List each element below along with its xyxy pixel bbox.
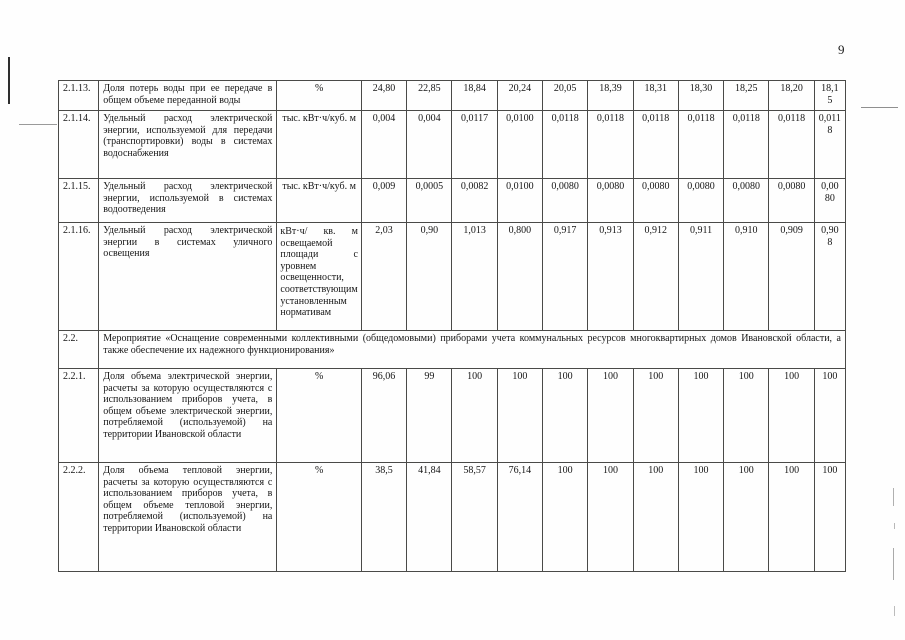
indicator-value: 24,80 bbox=[361, 81, 406, 111]
indicator-value: 1,013 bbox=[452, 223, 497, 331]
indicator-value: 0,909 bbox=[769, 223, 814, 331]
row-number: 2.1.13. bbox=[59, 81, 99, 111]
indicator-unit: % bbox=[277, 81, 362, 111]
indicator-value: 0,917 bbox=[543, 223, 588, 331]
indicator-value: 2,03 bbox=[361, 223, 406, 331]
indicator-value: 18,30 bbox=[678, 81, 723, 111]
indicator-value: 0,0080 bbox=[678, 179, 723, 223]
indicator-value: 100 bbox=[452, 369, 497, 463]
indicator-name: Доля объема тепловой энергии, расчеты за которую осуществляются с использованием приборов учета, в общем объеме тепловой энергии, потребляемой (используемой) на территории Ивановской области bbox=[99, 463, 277, 572]
indicator-unit: % bbox=[277, 463, 362, 572]
indicator-value: 20,24 bbox=[497, 81, 542, 111]
indicator-name: Удельный расход электрической энергии, используемой в системах водоотведения bbox=[99, 179, 277, 223]
indicator-unit: тыс. кВт·ч/куб. м bbox=[277, 111, 362, 179]
indicator-value: 100 bbox=[588, 463, 633, 572]
indicator-value: 0,908 bbox=[814, 223, 845, 331]
indicator-value: 41,84 bbox=[407, 463, 452, 572]
indicator-value: 18,15 bbox=[814, 81, 845, 111]
table-row bbox=[59, 179, 846, 223]
indicator-value: 100 bbox=[633, 463, 678, 572]
row-number: 2.1.15. bbox=[59, 179, 99, 223]
indicator-value: 20,05 bbox=[543, 81, 588, 111]
row-number: 2.2. bbox=[59, 331, 99, 369]
page-number: 9 bbox=[838, 42, 845, 57]
indicator-value: 0,0118 bbox=[678, 111, 723, 179]
indicator-value: 0,910 bbox=[724, 223, 769, 331]
indicator-unit: тыс. кВт·ч/куб. м bbox=[277, 179, 362, 223]
indicator-value: 96,06 bbox=[361, 369, 406, 463]
indicator-value: 0,0118 bbox=[588, 111, 633, 179]
indicator-value: 18,20 bbox=[769, 81, 814, 111]
scan-artifact-right-dash bbox=[893, 488, 894, 506]
indicator-value: 0,0118 bbox=[769, 111, 814, 179]
indicator-value: 0,0080 bbox=[724, 179, 769, 223]
indicator-value: 22,85 bbox=[407, 81, 452, 111]
indicator-value: 100 bbox=[543, 369, 588, 463]
indicator-value: 18,25 bbox=[724, 81, 769, 111]
indicator-name: Удельный расход электрической энергии в системах уличного освещения bbox=[99, 223, 277, 331]
indicator-value: 100 bbox=[724, 463, 769, 572]
indicator-value: 0,0080 bbox=[588, 179, 633, 223]
indicator-value: 0,0118 bbox=[814, 111, 845, 179]
scan-artifact-left-line bbox=[8, 57, 10, 104]
indicators-table bbox=[58, 80, 846, 572]
indicator-value: 0,0118 bbox=[543, 111, 588, 179]
indicator-value: 0,0100 bbox=[497, 179, 542, 223]
indicator-value: 76,14 bbox=[497, 463, 542, 572]
indicator-value: 0,0080 bbox=[814, 179, 845, 223]
indicator-name: Доля объема электрической энергии, расчеты за которую осуществляются с использованием приборов учета, в общем объеме электрической энергии, потребляемой (используемой) на территории Ивановской области bbox=[99, 369, 277, 463]
indicators-table-body bbox=[59, 81, 846, 572]
indicator-value: 100 bbox=[678, 369, 723, 463]
indicator-value: 0,0080 bbox=[633, 179, 678, 223]
table-row bbox=[59, 369, 846, 463]
indicator-value: 38,5 bbox=[361, 463, 406, 572]
indicator-value: 0,0005 bbox=[407, 179, 452, 223]
indicator-unit: % bbox=[277, 369, 362, 463]
indicator-value: 18,84 bbox=[452, 81, 497, 111]
table-row bbox=[59, 111, 846, 179]
indicator-value: 100 bbox=[678, 463, 723, 572]
indicator-value: 0,0117 bbox=[452, 111, 497, 179]
indicator-unit: кВт·ч/ кв. м освещаемой площади с уровнем освещенности, соответствующим установленным нормативам bbox=[277, 223, 362, 331]
indicator-value: 0,913 bbox=[588, 223, 633, 331]
indicator-value: 100 bbox=[724, 369, 769, 463]
indicator-value: 0,0118 bbox=[633, 111, 678, 179]
scan-artifact-right-dash bbox=[894, 523, 895, 529]
section-title: Мероприятие «Оснащение современными коллективными (общедомовыми) приборами учета коммунальных ресурсов многоквартирных домов Ивановской области, а также обеспечение их надежного функционирования» bbox=[99, 331, 846, 369]
row-number: 2.2.1. bbox=[59, 369, 99, 463]
indicator-name: Удельный расход электрической энергии, используемой для передачи (транспортировки) воды в системах водоснабжения bbox=[99, 111, 277, 179]
table-row bbox=[59, 463, 846, 572]
indicator-name: Доля потерь воды при ее передаче в общем объеме переданной воды bbox=[99, 81, 277, 111]
indicator-value: 0,912 bbox=[633, 223, 678, 331]
scan-artifact-right-dash bbox=[894, 606, 895, 616]
indicator-value: 0,911 bbox=[678, 223, 723, 331]
scan-artifact-right-dash bbox=[893, 548, 894, 580]
indicator-value: 18,39 bbox=[588, 81, 633, 111]
indicator-value: 0,0082 bbox=[452, 179, 497, 223]
scan-artifact-topright-line bbox=[861, 107, 898, 108]
indicator-value: 99 bbox=[407, 369, 452, 463]
indicator-value: 0,800 bbox=[497, 223, 542, 331]
indicator-value: 100 bbox=[769, 369, 814, 463]
indicator-value: 100 bbox=[588, 369, 633, 463]
indicator-value: 100 bbox=[814, 369, 845, 463]
indicator-value: 100 bbox=[633, 369, 678, 463]
indicator-value: 0,004 bbox=[407, 111, 452, 179]
indicator-value: 0,0080 bbox=[543, 179, 588, 223]
row-number: 2.2.2. bbox=[59, 463, 99, 572]
indicator-value: 0,0080 bbox=[769, 179, 814, 223]
indicator-value: 0,009 bbox=[361, 179, 406, 223]
indicator-value: 0,0100 bbox=[497, 111, 542, 179]
table-row bbox=[59, 223, 846, 331]
table-row bbox=[59, 81, 846, 111]
indicator-value: 0,0118 bbox=[724, 111, 769, 179]
indicator-value: 0,004 bbox=[361, 111, 406, 179]
row-number: 2.1.16. bbox=[59, 223, 99, 331]
scan-artifact-left-dash bbox=[19, 124, 57, 125]
indicator-value: 100 bbox=[814, 463, 845, 572]
indicator-value: 58,57 bbox=[452, 463, 497, 572]
indicator-value: 18,31 bbox=[633, 81, 678, 111]
row-number: 2.1.14. bbox=[59, 111, 99, 179]
indicator-value: 100 bbox=[543, 463, 588, 572]
indicator-value: 100 bbox=[497, 369, 542, 463]
indicator-value: 0,90 bbox=[407, 223, 452, 331]
section-row bbox=[59, 331, 846, 369]
indicator-value: 100 bbox=[769, 463, 814, 572]
